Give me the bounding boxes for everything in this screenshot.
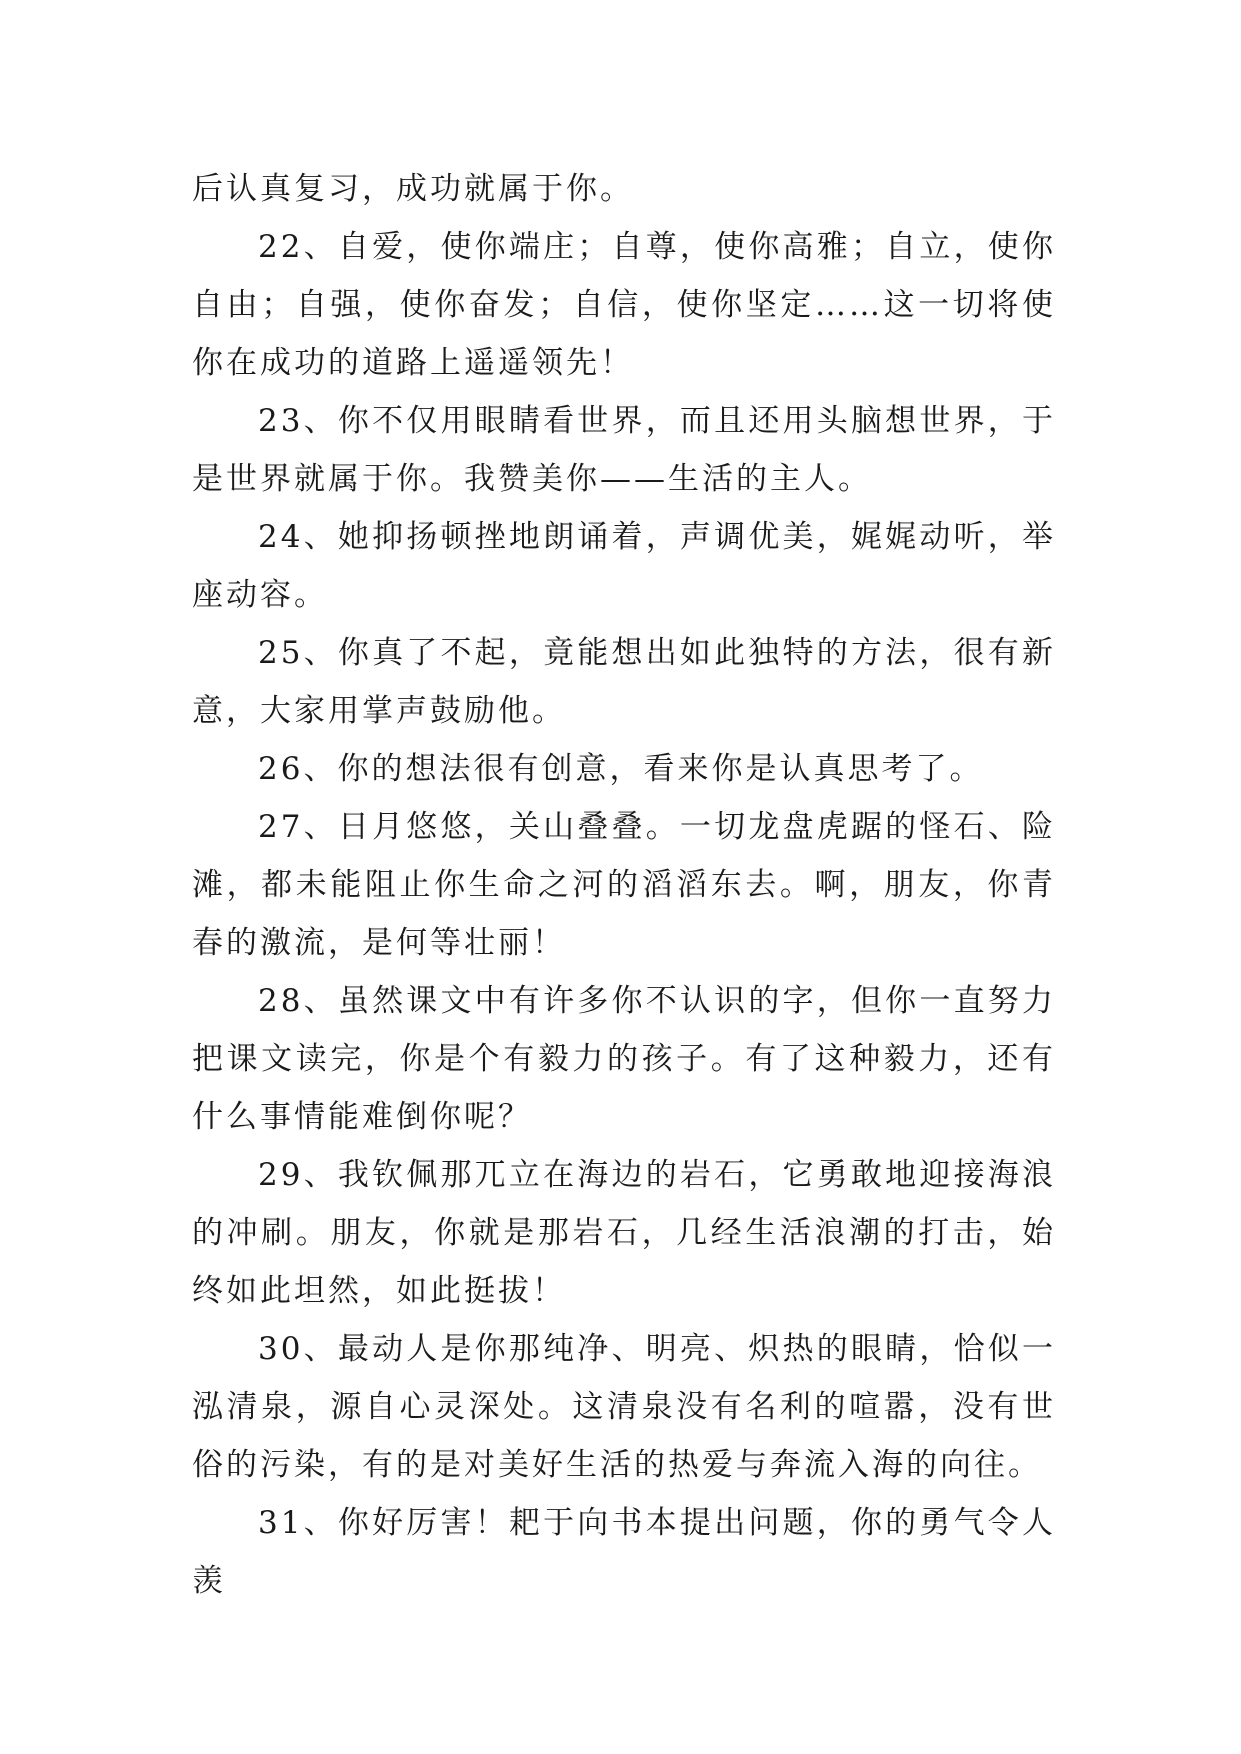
paragraph-29: 29、我钦佩那兀立在海边的岩石，它勇敢地迎接海浪的冲刷。朋友，你就是那岩石，几经生活浪潮的打击，始终如此坦然，如此挺拔！ (192, 1157, 1056, 1309)
paragraph-31: 31、你好厉害！耙于向书本提出问题，你的勇气令人羡 (192, 1505, 1056, 1599)
paragraph-25: 25、你真了不起，竟能想出如此独特的方法，很有新意，大家用掌声鼓励他。 (192, 635, 1056, 729)
paragraph-continuation: 后认真复习，成功就属于你。 (192, 171, 634, 207)
paragraph-24: 24、她抑扬顿挫地朗诵着，声调优美，娓娓动听，举座动容。 (192, 519, 1056, 613)
paragraph-27: 27、日月悠悠，关山叠叠。一切龙盘虎踞的怪石、险滩，都未能阻止你生命之河的滔滔东去。啊，朋友，你青春的激流，是何等壮丽！ (192, 809, 1056, 961)
document-body (192, 160, 1056, 1610)
paragraph-22: 22、自爱，使你端庄；自尊，使你高雅；自立，使你自由；自强，使你奋发；自信，使你坚定……这一切将使你在成功的道路上遥遥领先！ (192, 229, 1056, 381)
paragraph-23: 23、你不仅用眼睛看世界，而且还用头脑想世界，于是世界就属于你。我赞美你——生活的主人。 (192, 403, 1056, 497)
paragraph-26: 26、你的想法很有创意，看来你是认真思考了。 (258, 751, 984, 787)
paragraph-28: 28、虽然课文中有许多你不认识的字，但你一直努力把课文读完，你是个有毅力的孩子。有了这种毅力，还有什么事情能难倒你呢？ (192, 983, 1056, 1135)
paragraph-30: 30、最动人是你那纯净、明亮、炽热的眼睛，恰似一泓清泉，源自心灵深处。这清泉没有名利的喧嚣，没有世俗的污染，有的是对美好生活的热爱与奔流入海的向往。 (192, 1331, 1056, 1483)
